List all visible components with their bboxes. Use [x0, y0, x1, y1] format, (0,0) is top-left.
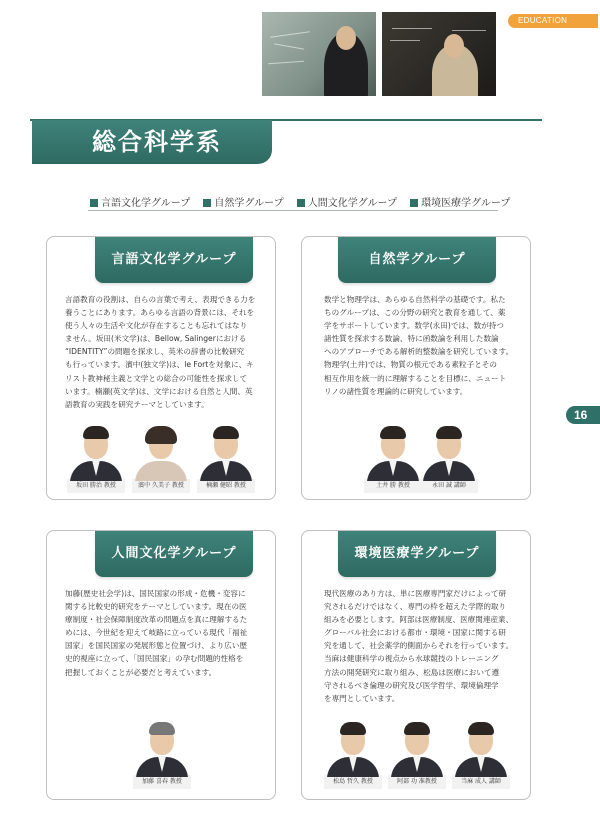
square-bullet-icon — [203, 199, 211, 207]
panel-title: 人間文化学グループ — [95, 531, 253, 577]
panel-text: 言語教育の役割は、自らの言葉で考え、表現できる力を 養うことにあります。あらゆる言語の背景には、それを 使う人々の生活や文化が存在することも忘れてはなり ません。坂田(米文学)は、Bellow, Salingerにおける “IDENTITY”の問題を探求し、英米の辞書の比較研究 も行っています。濱中(独文学)は、le Fortを対象に、キ リスト教神秘主義と文学との総合の可能性を探求して います。楠瀬(英文学)は、文学における自然と人間、英 語教育の実践を研究テーマとしています。 — [65, 295, 256, 409]
faculty-card — [364, 423, 422, 493]
page-number: 16 — [566, 406, 600, 424]
portrait — [67, 423, 125, 481]
faculty-name: 永田 誠 講師 — [420, 479, 478, 493]
portrait — [324, 719, 382, 777]
portrait — [132, 423, 190, 481]
panel-ningen — [46, 530, 276, 800]
panel-title: 自然学グループ — [338, 237, 496, 283]
section-tag: EDUCATION SYSTEM — [508, 14, 598, 28]
faculty-card — [388, 719, 446, 789]
legend-item: 自然学グループ — [203, 194, 283, 209]
portrait — [388, 719, 446, 777]
legend-item: 人間文化学グループ — [297, 194, 397, 209]
faculty-name: 阿部 功 准教授 — [388, 775, 446, 789]
faculty-card — [132, 423, 190, 493]
faculty-name: 加藤 喜春 教授 — [133, 775, 191, 789]
legend-item: 言語文化学グループ — [90, 194, 190, 209]
faculty-card — [324, 719, 382, 789]
portrait — [197, 423, 255, 481]
panel-shizen — [301, 236, 531, 500]
faculty-name: 松島 哲久 教授 — [324, 775, 382, 789]
faculty-card — [452, 719, 510, 789]
panel-kankyo — [301, 530, 531, 800]
square-bullet-icon — [410, 199, 418, 207]
panel-text: 加藤(歴史社会学)は、国民国家の形成・危機・変容に 関する比較史的研究をテーマとしています。現在の医 療制度・社会保障制度改革の問題点を真に理解するた めには、今世紀を迎えて岐路に立っている現代「福祉 国家」を国民国家の発展形態と位置づけ、より広い歴 史的視座に立って、「国民国家」の孕む問題的性格を 把握しておくことが必要だと考えています。 — [65, 589, 248, 677]
faculty-card — [133, 719, 191, 789]
faculty-name: 楠瀬 健昭 教授 — [197, 479, 255, 493]
panel-text: 数学と物理学は、あらゆる自然科学の基礎です。私た ちのグループは、この分野の研究と教育を通して、薬 学をサポートしています。数学(永田)では、数が持つ 諸性質を探求する数論、特に函数論を利用した数論 へのアプローチである解析的整数論を研究しています。 物理学(土井)では、物質の根元である素粒子とその 相互作用を統一的に理解することを目標に、ニュート リノの諸性質を理論的に研究しています。 — [324, 295, 514, 396]
faculty-name: 坂田 勝治 教授 — [67, 479, 125, 493]
faculty-name: 土井 勝 教授 — [364, 479, 422, 493]
square-bullet-icon — [90, 199, 98, 207]
faculty-card — [67, 423, 125, 493]
lecture-photo-left — [262, 12, 376, 96]
portrait — [420, 423, 478, 481]
faculty-name: 当麻 成人 講師 — [452, 775, 510, 789]
faculty-card — [420, 423, 478, 493]
panel-gengo — [46, 236, 276, 500]
legend-item: 環境医療学グループ — [410, 194, 510, 209]
panel-title: 言語文化学グループ — [95, 237, 253, 283]
faculty-name: 濱中 久美子 教授 — [132, 479, 190, 493]
legend-divider — [88, 210, 498, 211]
page-title: 総合科学系 — [32, 120, 272, 164]
square-bullet-icon — [297, 199, 305, 207]
portrait — [452, 719, 510, 777]
faculty-card — [197, 423, 255, 493]
portrait — [133, 719, 191, 777]
lecture-photo-right — [382, 12, 496, 96]
group-legend — [90, 194, 520, 209]
panel-text: 現代医療のあり方は、単に医療専門家だけによって研 究されるだけではなく、専門の枠を超えた学際的取り 組みを必要とします。阿部は医療制度、医療関連産業、 グローバル社会における都市・環境・国家に関する研 究を通して、社会薬学的側面からそれを行っています。 当麻は健康科学の視点から水球競技のトレーニング 方法の開発研究に取り組み、松島は医療において遵 守されるべき倫理の研究及び医学哲学、環境倫理学 を専門としています。 — [324, 589, 514, 703]
panel-title: 環境医療学グループ — [338, 531, 496, 577]
portrait — [364, 423, 422, 481]
